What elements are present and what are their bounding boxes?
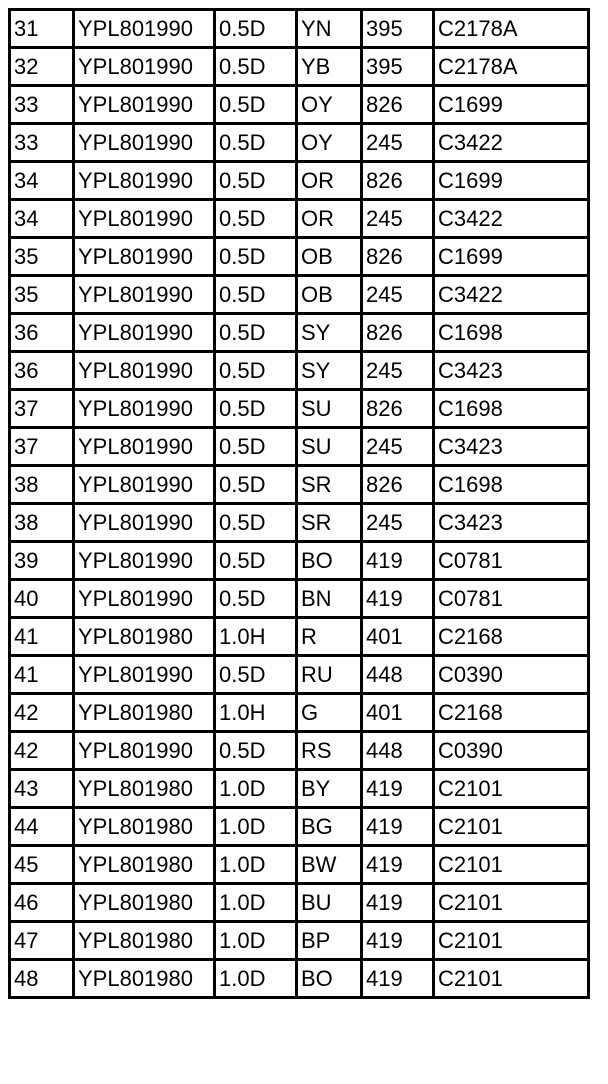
table-cell: BG (297, 808, 362, 846)
table-cell: C3422 (434, 200, 589, 238)
table-cell: YN (297, 10, 362, 48)
table-cell: C2101 (434, 884, 589, 922)
table-cell: OY (297, 86, 362, 124)
table-cell: C0781 (434, 542, 589, 580)
table-cell: BN (297, 580, 362, 618)
table-cell: C2168 (434, 618, 589, 656)
table-cell: C1699 (434, 86, 589, 124)
table-cell: 38 (10, 466, 74, 504)
table-cell: 35 (10, 276, 74, 314)
table-cell: YPL801990 (74, 200, 215, 238)
table-cell: 0.5D (215, 352, 297, 390)
table-cell: 0.5D (215, 504, 297, 542)
table-cell: 42 (10, 732, 74, 770)
table-cell: YPL801990 (74, 124, 215, 162)
table-cell: SU (297, 428, 362, 466)
table-cell: 37 (10, 428, 74, 466)
table-cell: 245 (362, 276, 434, 314)
table-cell: 395 (362, 48, 434, 86)
table-body (10, 10, 589, 998)
table-cell: BW (297, 846, 362, 884)
table-row (10, 86, 589, 124)
table-row (10, 238, 589, 276)
table-cell: 245 (362, 124, 434, 162)
table-row (10, 846, 589, 884)
table-cell: 401 (362, 694, 434, 732)
table-cell: 48 (10, 960, 74, 998)
table-cell: C3423 (434, 504, 589, 542)
table-cell: YPL801990 (74, 580, 215, 618)
table-cell: 419 (362, 542, 434, 580)
table-cell: YPL801980 (74, 770, 215, 808)
table-cell: OR (297, 162, 362, 200)
table-cell: 0.5D (215, 48, 297, 86)
table-cell: 1.0D (215, 960, 297, 998)
table-row (10, 390, 589, 428)
table-cell: 419 (362, 846, 434, 884)
data-table-container (8, 8, 590, 999)
table-cell: 0.5D (215, 10, 297, 48)
table-cell: 0.5D (215, 428, 297, 466)
table-cell: 0.5D (215, 238, 297, 276)
table-cell: 40 (10, 580, 74, 618)
table-cell: 448 (362, 732, 434, 770)
table-cell: 1.0D (215, 922, 297, 960)
table-row (10, 580, 589, 618)
table-row (10, 770, 589, 808)
table-cell: YPL801990 (74, 732, 215, 770)
table-cell: BO (297, 542, 362, 580)
table-cell: 395 (362, 10, 434, 48)
table-cell: C3422 (434, 276, 589, 314)
table-row (10, 10, 589, 48)
table-cell: 826 (362, 238, 434, 276)
table-cell: 33 (10, 86, 74, 124)
table-cell: 1.0D (215, 846, 297, 884)
table-cell: YPL801990 (74, 86, 215, 124)
table-cell: C2101 (434, 808, 589, 846)
table-cell: 419 (362, 922, 434, 960)
table-cell: 1.0H (215, 618, 297, 656)
table-cell: YPL801980 (74, 884, 215, 922)
table-cell: YPL801990 (74, 542, 215, 580)
table-cell: 47 (10, 922, 74, 960)
table-cell: YPL801990 (74, 314, 215, 352)
table-cell: 34 (10, 200, 74, 238)
table-cell: YPL801980 (74, 922, 215, 960)
table-cell: C0781 (434, 580, 589, 618)
table-cell: 401 (362, 618, 434, 656)
table-cell: 1.0D (215, 808, 297, 846)
table-cell: 36 (10, 352, 74, 390)
table-cell: YPL801990 (74, 352, 215, 390)
table-cell: 0.5D (215, 314, 297, 352)
table-cell: 35 (10, 238, 74, 276)
table-cell: 826 (362, 314, 434, 352)
table-cell: C2101 (434, 770, 589, 808)
table-cell: 43 (10, 770, 74, 808)
table-cell: 0.5D (215, 466, 297, 504)
table-cell: 448 (362, 656, 434, 694)
table-cell: YB (297, 48, 362, 86)
table-cell: 31 (10, 10, 74, 48)
table-cell: BP (297, 922, 362, 960)
table-cell: YPL801990 (74, 10, 215, 48)
table-row (10, 694, 589, 732)
table-cell: 245 (362, 504, 434, 542)
table-row (10, 352, 589, 390)
table-row (10, 48, 589, 86)
table-cell: 419 (362, 808, 434, 846)
table-cell: C0390 (434, 656, 589, 694)
table-cell: 37 (10, 390, 74, 428)
table-row (10, 200, 589, 238)
table-cell: 39 (10, 542, 74, 580)
table-cell: 41 (10, 618, 74, 656)
table-cell: C2101 (434, 960, 589, 998)
table-row (10, 656, 589, 694)
table-cell: 33 (10, 124, 74, 162)
table-cell: 42 (10, 694, 74, 732)
table-cell: 419 (362, 770, 434, 808)
table-cell: 46 (10, 884, 74, 922)
table-cell: 45 (10, 846, 74, 884)
table-cell: 1.0D (215, 884, 297, 922)
table-cell: OY (297, 124, 362, 162)
table-cell: YPL801990 (74, 238, 215, 276)
table-cell: YPL801990 (74, 504, 215, 542)
table-cell: G (297, 694, 362, 732)
table-cell: 826 (362, 162, 434, 200)
table-cell: YPL801990 (74, 466, 215, 504)
table-row (10, 466, 589, 504)
table-row (10, 504, 589, 542)
table-row (10, 618, 589, 656)
table-cell: OR (297, 200, 362, 238)
table-cell: 245 (362, 428, 434, 466)
table-cell: SY (297, 314, 362, 352)
table-row (10, 162, 589, 200)
table-cell: 41 (10, 656, 74, 694)
table-cell: YPL801990 (74, 276, 215, 314)
table-cell: C2168 (434, 694, 589, 732)
table-cell: 34 (10, 162, 74, 200)
table-cell: SR (297, 504, 362, 542)
table-cell: C2101 (434, 922, 589, 960)
table-cell: 826 (362, 86, 434, 124)
table-cell: 0.5D (215, 542, 297, 580)
table-cell: C0390 (434, 732, 589, 770)
table-cell: YPL801990 (74, 48, 215, 86)
table-row (10, 922, 589, 960)
table-cell: C2101 (434, 846, 589, 884)
table-cell: 245 (362, 352, 434, 390)
table-row (10, 276, 589, 314)
table-cell: SU (297, 390, 362, 428)
table-cell: YPL801980 (74, 960, 215, 998)
table-cell: SY (297, 352, 362, 390)
table-cell: R (297, 618, 362, 656)
table-cell: YPL801980 (74, 694, 215, 732)
table-cell: 0.5D (215, 276, 297, 314)
table-cell: C1699 (434, 238, 589, 276)
table-cell: C3423 (434, 428, 589, 466)
table-row (10, 808, 589, 846)
table-cell: SR (297, 466, 362, 504)
table-cell: 0.5D (215, 580, 297, 618)
table-cell: C1698 (434, 390, 589, 428)
table-cell: YPL801980 (74, 846, 215, 884)
table-cell: C1699 (434, 162, 589, 200)
table-cell: 419 (362, 884, 434, 922)
table-cell: 0.5D (215, 86, 297, 124)
table-cell: 32 (10, 48, 74, 86)
table-cell: 419 (362, 960, 434, 998)
data-table (8, 8, 590, 999)
table-cell: YPL801980 (74, 618, 215, 656)
table-cell: 826 (362, 466, 434, 504)
table-cell: C3422 (434, 124, 589, 162)
table-cell: C2178A (434, 10, 589, 48)
table-cell: BY (297, 770, 362, 808)
table-cell: 44 (10, 808, 74, 846)
table-cell: C2178A (434, 48, 589, 86)
table-cell: 0.5D (215, 200, 297, 238)
table-cell: 0.5D (215, 124, 297, 162)
table-cell: 0.5D (215, 656, 297, 694)
table-cell: 0.5D (215, 732, 297, 770)
table-cell: RU (297, 656, 362, 694)
table-row (10, 732, 589, 770)
table-cell: 245 (362, 200, 434, 238)
table-cell: 419 (362, 580, 434, 618)
table-cell: YPL801990 (74, 390, 215, 428)
table-cell: YPL801990 (74, 162, 215, 200)
table-cell: C1698 (434, 466, 589, 504)
table-cell: BO (297, 960, 362, 998)
table-row (10, 428, 589, 466)
table-cell: YPL801990 (74, 656, 215, 694)
table-row (10, 542, 589, 580)
table-cell: RS (297, 732, 362, 770)
table-cell: YPL801980 (74, 808, 215, 846)
table-row (10, 884, 589, 922)
table-cell: YPL801990 (74, 428, 215, 466)
table-cell: 1.0D (215, 770, 297, 808)
table-cell: C1698 (434, 314, 589, 352)
table-cell: OB (297, 276, 362, 314)
table-cell: BU (297, 884, 362, 922)
table-cell: C3423 (434, 352, 589, 390)
table-cell: 38 (10, 504, 74, 542)
table-row (10, 960, 589, 998)
table-cell: 0.5D (215, 390, 297, 428)
table-cell: 0.5D (215, 162, 297, 200)
table-row (10, 314, 589, 352)
table-row (10, 124, 589, 162)
table-cell: 1.0H (215, 694, 297, 732)
table-cell: 36 (10, 314, 74, 352)
table-cell: 826 (362, 390, 434, 428)
table-cell: OB (297, 238, 362, 276)
